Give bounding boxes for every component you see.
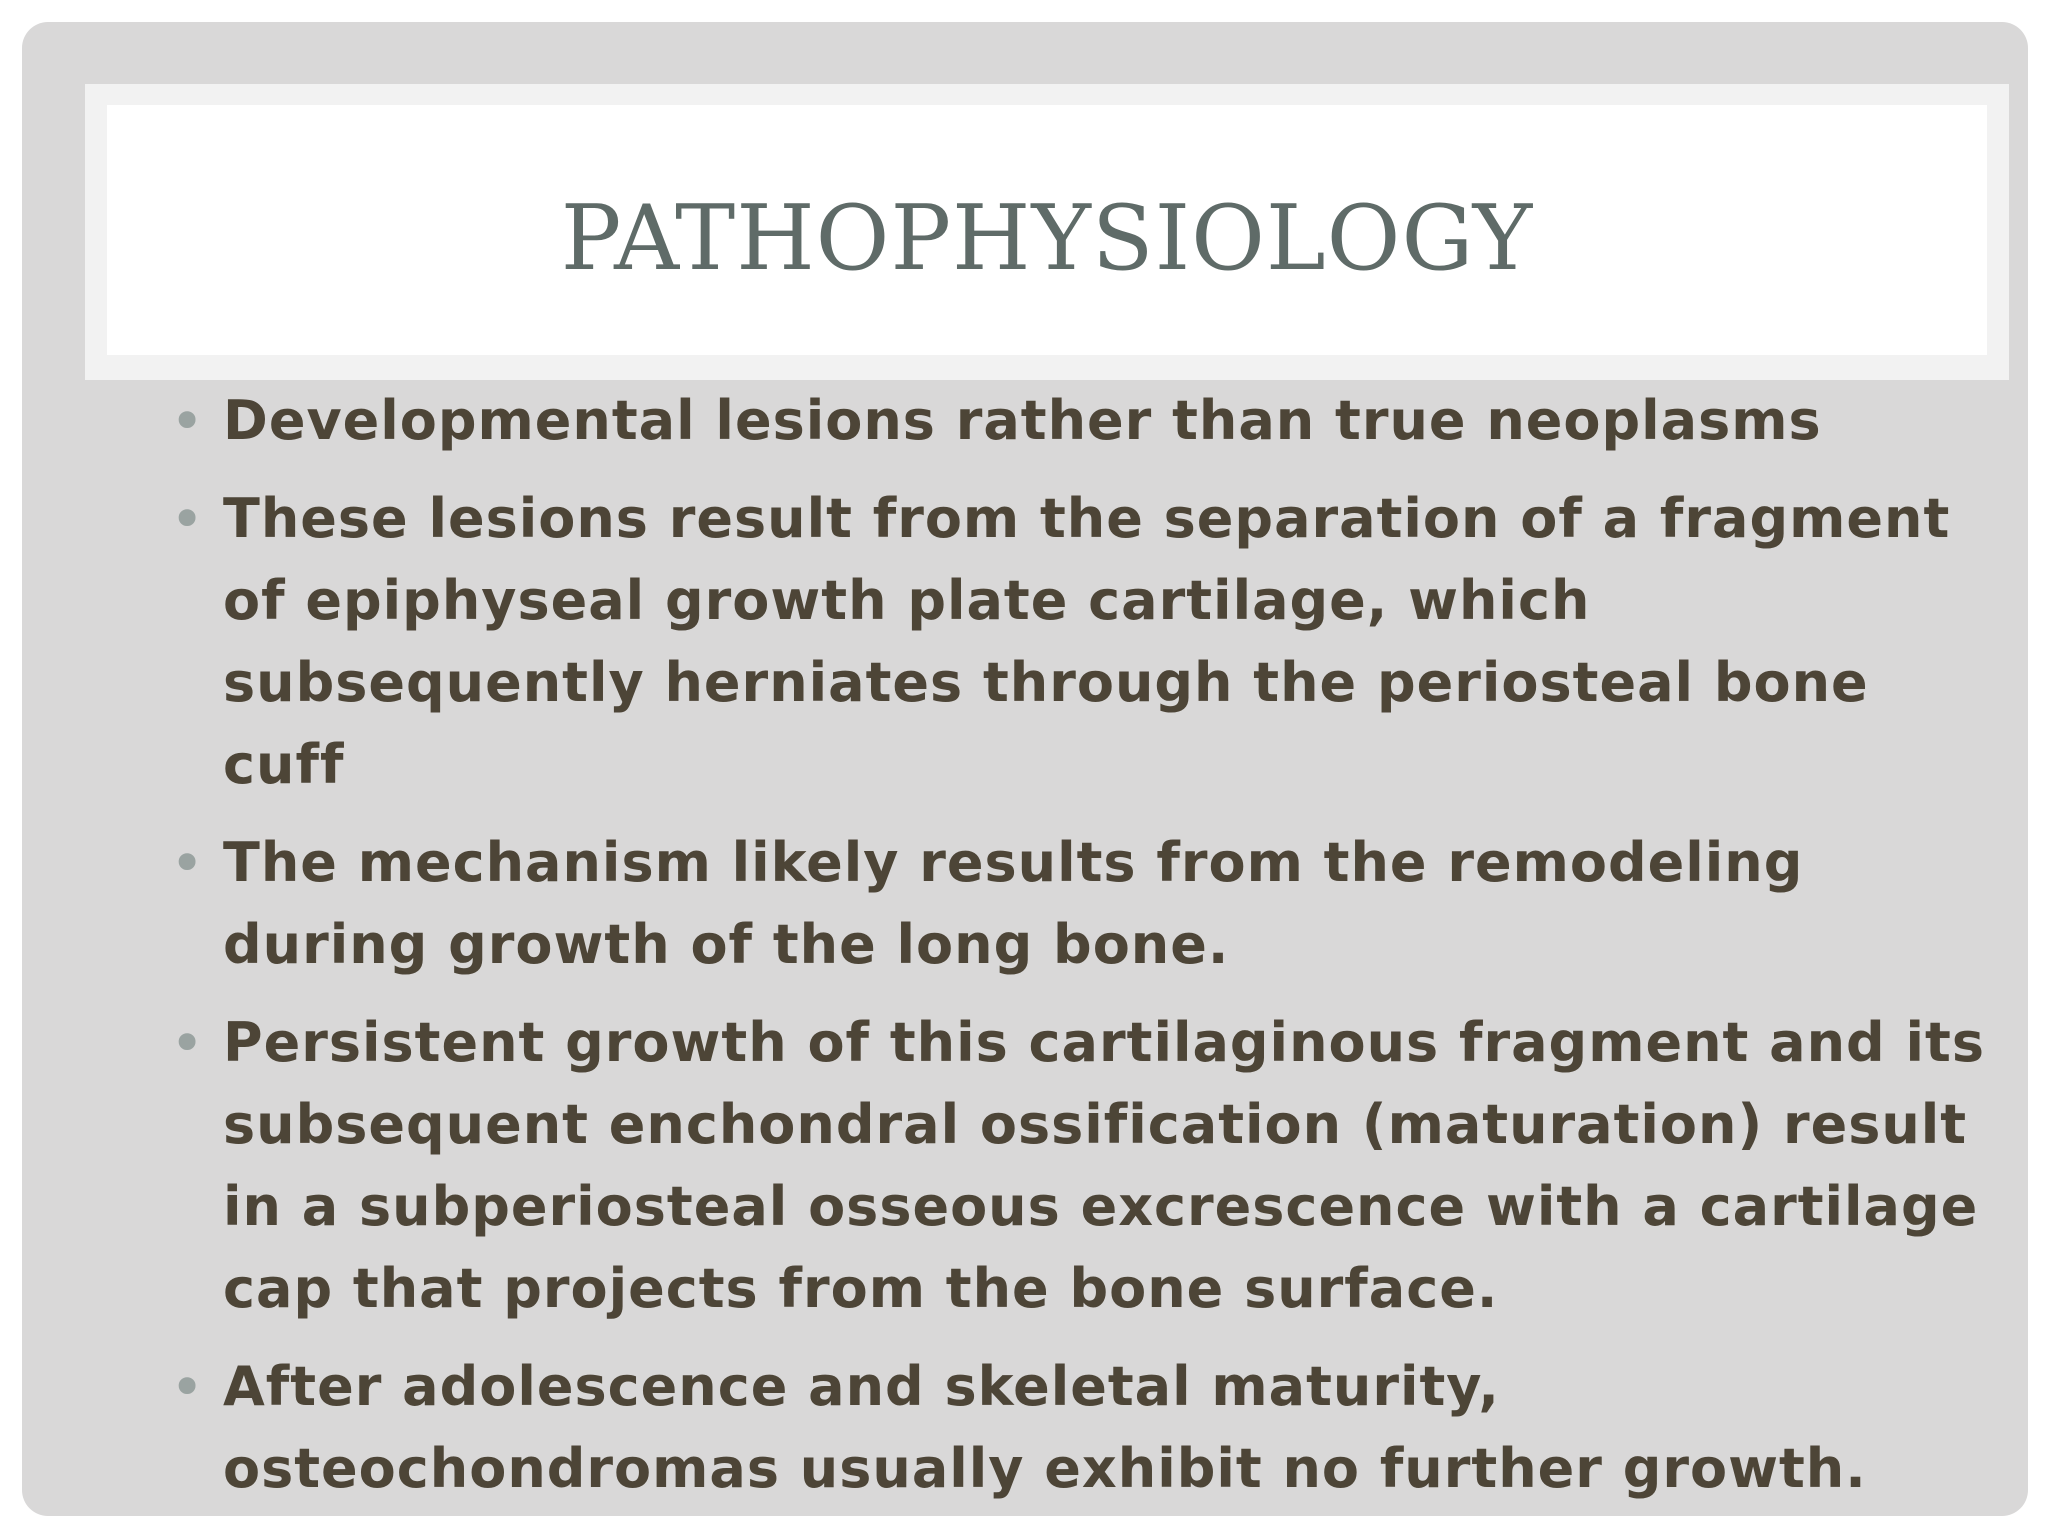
bullet-item bbox=[170, 380, 1990, 462]
bullet-list bbox=[170, 380, 1990, 1526]
bullet-marker: • bbox=[170, 829, 205, 897]
bullet-marker: • bbox=[170, 1009, 205, 1077]
bullet-text: After adolescence and skeletal maturity, osteochondromas usually exhibit no further growth. bbox=[223, 1355, 1867, 1500]
bullet-marker: • bbox=[170, 387, 205, 455]
bullet-marker: • bbox=[170, 1353, 205, 1421]
slide-title: PATHOPHYSIOLOGY bbox=[560, 185, 1534, 291]
slide bbox=[22, 22, 2028, 1516]
title-box bbox=[107, 105, 1987, 355]
bullet-item bbox=[170, 822, 1990, 986]
bullet-text: The mechanism likely results from the remodeling during growth of the long bone. bbox=[223, 831, 1804, 976]
bullet-text: These lesions result from the separation of a fragment of epiphyseal growth plate cartilage, which subsequently herniates through the periosteal bone cuff bbox=[223, 487, 1951, 796]
bullet-item bbox=[170, 1002, 1990, 1330]
bullet-text: Developmental lesions rather than true neoplasms bbox=[223, 389, 1822, 452]
bullet-text: Persistent growth of this cartilaginous fragment and its subsequent enchondral ossification (maturation) result in a subperiosteal osseous excrescence with a cartilage cap that projects from the bone surface. bbox=[223, 1011, 1985, 1320]
bullet-item bbox=[170, 1346, 1990, 1510]
bullet-item bbox=[170, 478, 1990, 806]
bullet-marker: • bbox=[170, 485, 205, 553]
